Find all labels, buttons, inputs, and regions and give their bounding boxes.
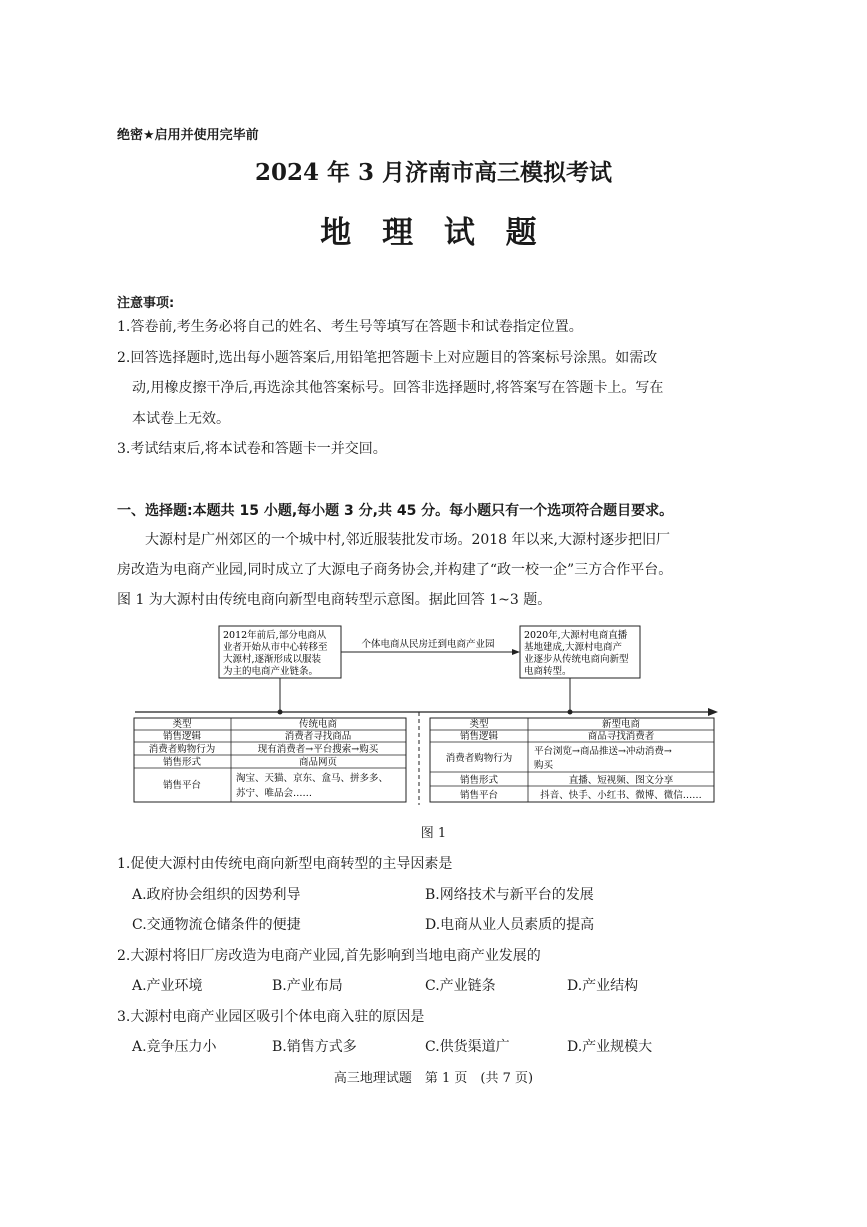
- lt-r4b2: 苏宁、唯品会……: [236, 788, 313, 799]
- box-right-line-1: 2020年,大源村电商直播: [524, 630, 628, 641]
- rt-r3b: 直播、短视频、图文分享: [568, 775, 674, 786]
- notice-heading: 注意事项:: [117, 296, 175, 311]
- question-1: 1.促使大源村由传统电商向新型电商转型的主导因素是: [117, 856, 453, 872]
- q3-option-a: A.竞争压力小: [132, 1039, 217, 1055]
- lt-r2b: 现有消费者→平台搜索→购买: [257, 744, 379, 755]
- lt-r4a: 销售平台: [162, 780, 202, 791]
- rt-r4a: 销售平台: [459, 790, 499, 801]
- lt-r1b: 消费者寻找商品: [284, 731, 352, 742]
- figure-caption: 图 1: [420, 826, 447, 841]
- section-heading: 一、选择题:本题共 15 小题,每小题 3 分,共 45 分。每小题只有一个选项符合题目要求。: [117, 503, 674, 519]
- transition-label: 个体电商从民房迁到电商产业园: [361, 639, 495, 650]
- rt-r2b2: 购买: [534, 760, 554, 771]
- notice-item-2-line-2: 动,用橡皮擦干净后,再选涂其他答案标号。回答非选择题时,将答案写在答题卡上。写在: [132, 380, 664, 396]
- lt-h1: 类型: [172, 719, 192, 730]
- q2-option-d: D.产业结构: [567, 978, 639, 994]
- notice-item-2-line-1: 2.回答选择题时,选出每小题答案后,用铅笔把答题卡上对应题目的答案标号涂黑。如需改: [117, 350, 658, 366]
- q2-option-c: C.产业链条: [425, 978, 496, 994]
- rt-h2: 新型电商: [601, 719, 641, 730]
- figure-1-diagram: [130, 620, 725, 810]
- intro-line-1: 大源村是广州郊区的一个城中村,邻近服装批发市场。2018 年以来,大源村逐步把旧厂: [145, 532, 670, 548]
- box-right-line-2: 基地建成,大源村电商产: [524, 642, 623, 653]
- q1-option-a: A.政府协会组织的因势利导: [132, 887, 301, 903]
- box-right-line-4: 电商转型。: [524, 666, 572, 677]
- table-traditional: [134, 718, 406, 802]
- rt-r1b: 商品寻找消费者: [587, 731, 655, 742]
- notice-item-3: 3.考试结束后,将本试卷和答题卡一并交回。: [117, 441, 387, 457]
- rt-r3a: 销售形式: [459, 775, 499, 786]
- page-footer: 高三地理试题 第 1 页 (共 7 页): [333, 1071, 534, 1086]
- notice-item-2-line-3: 本试卷上无效。: [132, 411, 230, 427]
- box-left-line-3: 大源村,逐渐形成以服装: [223, 654, 322, 665]
- table-new: [430, 718, 714, 802]
- lt-r4b1: 淘宝、天猫、京东、盒马、拼多多、: [236, 773, 389, 784]
- box-left-line-2: 业者开始从市中心转移至: [223, 642, 328, 653]
- subject-title: 地 理 试 题: [320, 215, 547, 251]
- q3-option-c: C.供货渠道广: [425, 1039, 510, 1055]
- q3-option-d: D.产业规模大: [567, 1039, 653, 1055]
- lt-r3b: 商品网页: [298, 757, 338, 768]
- question-2: 2.大源村将旧厂房改造为电商产业园,首先影响到当地电商产业发展的: [117, 948, 541, 964]
- lt-r1a: 销售逻辑: [162, 731, 202, 742]
- rt-r1a: 销售逻辑: [459, 731, 499, 742]
- lt-h2: 传统电商: [298, 719, 338, 730]
- question-3: 3.大源村电商产业园区吸引个体电商入驻的原因是: [117, 1009, 425, 1025]
- rt-r2b1: 平台浏览→商品推送→冲动消费→: [534, 746, 672, 757]
- rt-r4b: 抖音、快手、小红书、微博、微信……: [540, 790, 702, 801]
- intro-line-3: 图 1 为大源村由传统电商向新型电商转型示意图。据此回答 1~3 题。: [117, 592, 552, 608]
- q2-option-a: A.产业环境: [132, 978, 203, 994]
- q1-option-c: C.交通物流仓储条件的便捷: [132, 917, 301, 933]
- exam-title: 2024 年 3 月济南市高三模拟考试: [254, 159, 613, 186]
- q2-option-b: B.产业布局: [272, 978, 343, 994]
- q3-option-b: B.销售方式多: [272, 1039, 357, 1055]
- box-left-line-4: 为主的电商产业链条。: [223, 666, 319, 677]
- rt-h1: 类型: [469, 719, 489, 730]
- confidentiality-note: 绝密★启用并使用完毕前: [117, 128, 259, 143]
- transition-arrowhead: [512, 649, 520, 655]
- intro-line-2: 房改造为电商产业园,同时成立了大源电子商务协会,并构建了“政一校一企”三方合作平台。: [117, 562, 673, 578]
- box-right-line-3: 业逐步从传统电商向新型: [524, 654, 629, 665]
- rt-r2a: 消费者购物行为: [445, 753, 513, 764]
- notice-item-1: 1.答卷前,考生务必将自己的姓名、考生号等填写在答题卡和试卷指定位置。: [117, 319, 583, 335]
- timeline-arrowhead: [708, 708, 718, 716]
- q1-option-b: B.网络技术与新平台的发展: [425, 887, 594, 903]
- lt-r2a: 消费者购物行为: [148, 744, 216, 755]
- q1-option-d: D.电商从业人员素质的提高: [425, 917, 595, 933]
- lt-r3a: 销售形式: [162, 757, 202, 768]
- box-left-line-1: 2012年前后,部分电商从: [223, 630, 327, 641]
